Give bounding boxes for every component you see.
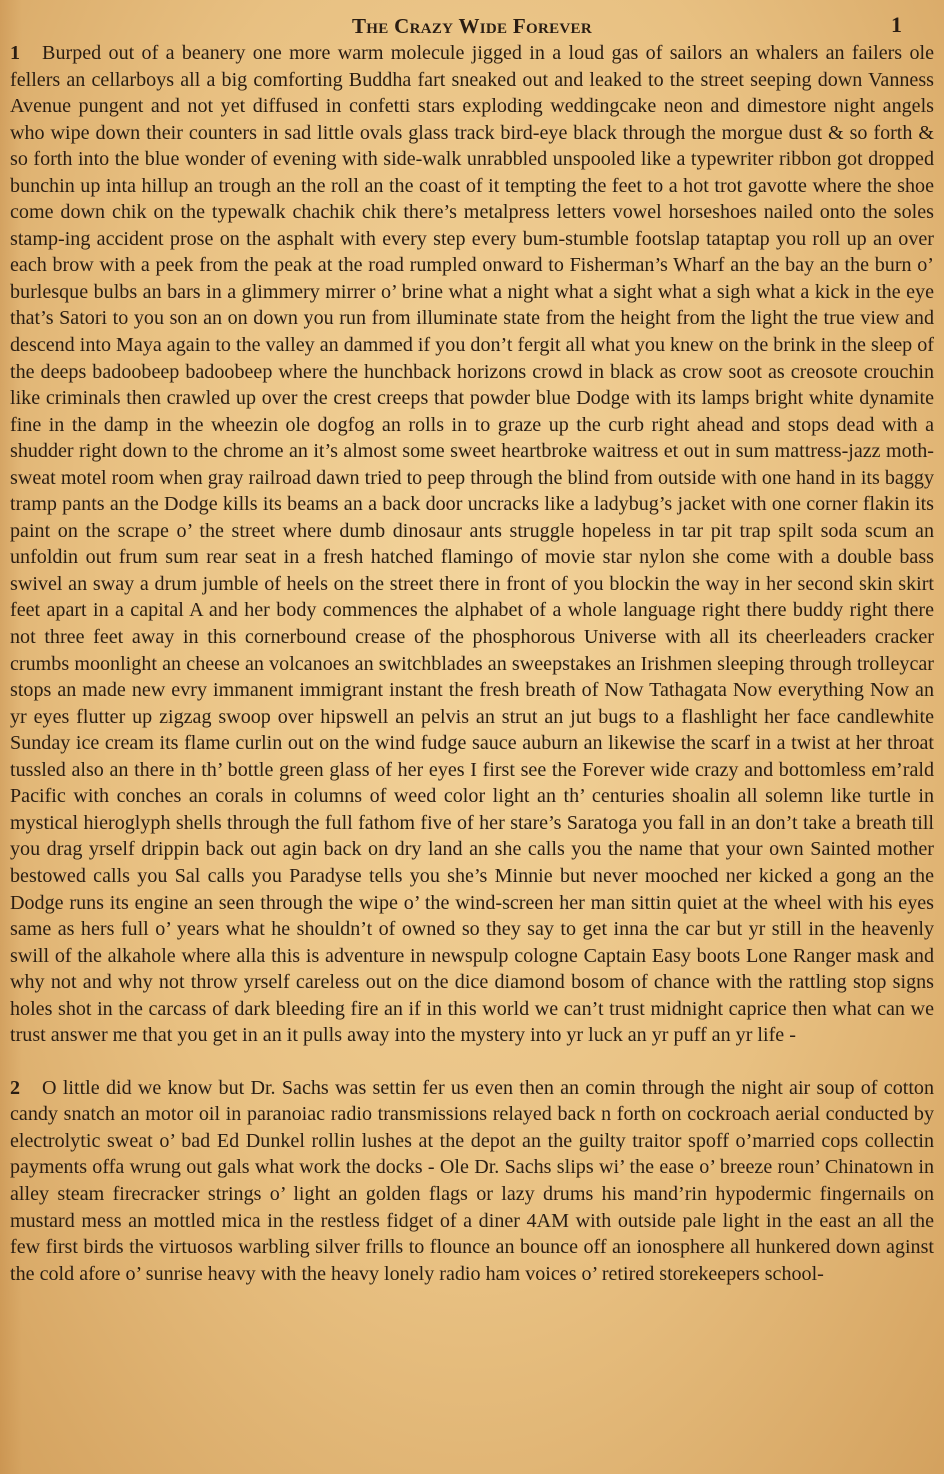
- section-text: Burped out of a beanery one more warm molecule jigged in a loud gas of sailors an whalers an failers ole fellers an cellarboys all a big comforting Buddha fart sneaked out and leaked to the street seeping down Vanness Avenue pungent and not yet diffused in confetti stars exploding weddingcake neon and dimestore night angels who wipe down their counters in sad little ovals glass track bird-eye black through the morgue dust & so forth & so forth into the blue wonder of evening with side-walk unrabbled unspooled like a typewriter ribbon got dropped bunchin up inta hillup an trough an the roll an the coast of it tempting the feet to a hot trot gavotte where the shoe come down chik on the typewalk chachik chik there’s metalpress letters vowel horseshoes nailed onto the soles stamp-ing accident prose on the asphalt with every step every bum-stumble footslap tataptap you roll up an over each brow with a peek from the peak at the road rumpled onward to Fisherman’s Wharf an the bay an the burn o’ burlesque bulbs an bars in a glimmery mirrer o’ brine what a night what a sight what a sigh what a kick in the eye that’s Satori to you son an on down you run from illuminate state from the height from the light the true view and descend into Maya again to the valley an dammed if you don’t fergit all what you knew on the brink in the sleep of the deeps badoobeep badoobeep where the hunchback horizons crowd in black as crow soot as creosote crouchin like criminals then crawled up over the crest creeps that powder blue Dodge with its lamps bright white dynamite fine in the damp in the wheezin ole dogfog an rolls in to graze up the curb right ahead and stops dead with a shudder right down to the chrome an it’s almost some sweet heartbroke waitress et out in sum mattress-jazz moth-sweat motel room when gray railroad dawn tried to peep through the blind from outside with one hand in its baggy tramp pants an the Dodge kills its beams an a back door uncracks like a ladybug’s jacket with one corner flakin its paint on the scrape o’ the street where dumb dinosaur ants struggle hopeless in tar pit trap spilt soda scum an unfoldin out frum sum rear seat in a fresh hatched flamingo of movie star nylon she come with a double bass swivel an sway a drum jumble of heels on the street there in front of you blockin the way in her second skin skirt feet apart in a capital A and her body commences the alphabet of a whole language right there buddy right there not three feet away in this cornerbound crease of the phosphorous Universe with all its cheerleaders cracker crumbs moonlight an cheese an volcanoes an switchblades an sweepstakes an Irishmen sleeping through trolleycar stops an made new evry immanent immigrant instant the fresh breath of Now Tathagata Now everything Now an yr eyes flutter up zigzag swoop over hipswell an pelvis an strut an jut bugs to a flashlight her face candlewhite Sunday ice cream its flame curlin out on the wind fudge sauce auburn an likewise the scarf in a twist at her throat tussled also an there in th’ bottle green glass of her eyes I first see the Forever wide crazy and bottomless em’rald Pacific with conches an corals in columns of weed color light an th’ centuries shoalin all solemn like turtle in mystical hieroglyph shells through the full fathom five of her stare’s Saratoga you fall in an don’t take a breath till you drag yrself drippin back out agin back on dry land an she calls you the name that your own Sainted mother bestowed calls you Sal calls you Paradyse tells you she’s Minnie but never mooched ner kicked a gong an the Dodge runs its engine an seen through the wipe o’ the wind-screen her man sittin quiet at the wheel with his eyes same as hers full o’ years what he shouldn’t of owned so they say to get inna the car but yr still in the heavenly swill of the alkahole where alla this is adventure in newspulp cologne Captain Easy boots Lone Ranger mask and why not and why not throw yrself careless out on the dice diamond bosom of chance with the rattling stop signs holes shot in the carcass of dark bleeding fire an if in this world we can’t trust midnight caprice then what can we trust answer me that you get in an it pulls away into the mystery into yr luck an yr puff an yr life -: [10, 42, 934, 1047]
- running-title: The Crazy Wide Forever: [352, 14, 592, 38]
- section-1: [10, 40, 934, 1049]
- page-header: [10, 6, 934, 40]
- section-number: 2: [10, 1076, 21, 1099]
- section-2: [10, 1075, 934, 1287]
- section-text: O little did we know but Dr. Sachs was settin fer us even then an comin through the night air soup of cotton candy snatch an motor oil in paranoiac radio transmissions relayed back n forth on cockroach aerial conducted by electrolytic sweat o’ bad Ed Dunkel rollin lushes at the depot an the guilty traitor spoff o’married cops collectin payments offa wrung out gals what work the docks - Ole Dr. Sachs slips wi’ the ease o’ breeze roun’ Chinatown in alley steam firecracker strings o’ light an golden flags or lazy drums his mand’rin hypodermic fingernails on mustard mess an mottled mica in the restless fidget of a diner 4AM with outside pale light in the east an all the few first birds the virtuosos warbling silver frills to flounce an bounce off an ionosphere all hunkered down aginst the cold afore o’ sunrise heavy with the heavy lonely radio ham voices o’ retired storekeepers school-: [10, 1076, 934, 1285]
- page-number: 1: [891, 12, 902, 37]
- section-number: 1: [10, 42, 21, 64]
